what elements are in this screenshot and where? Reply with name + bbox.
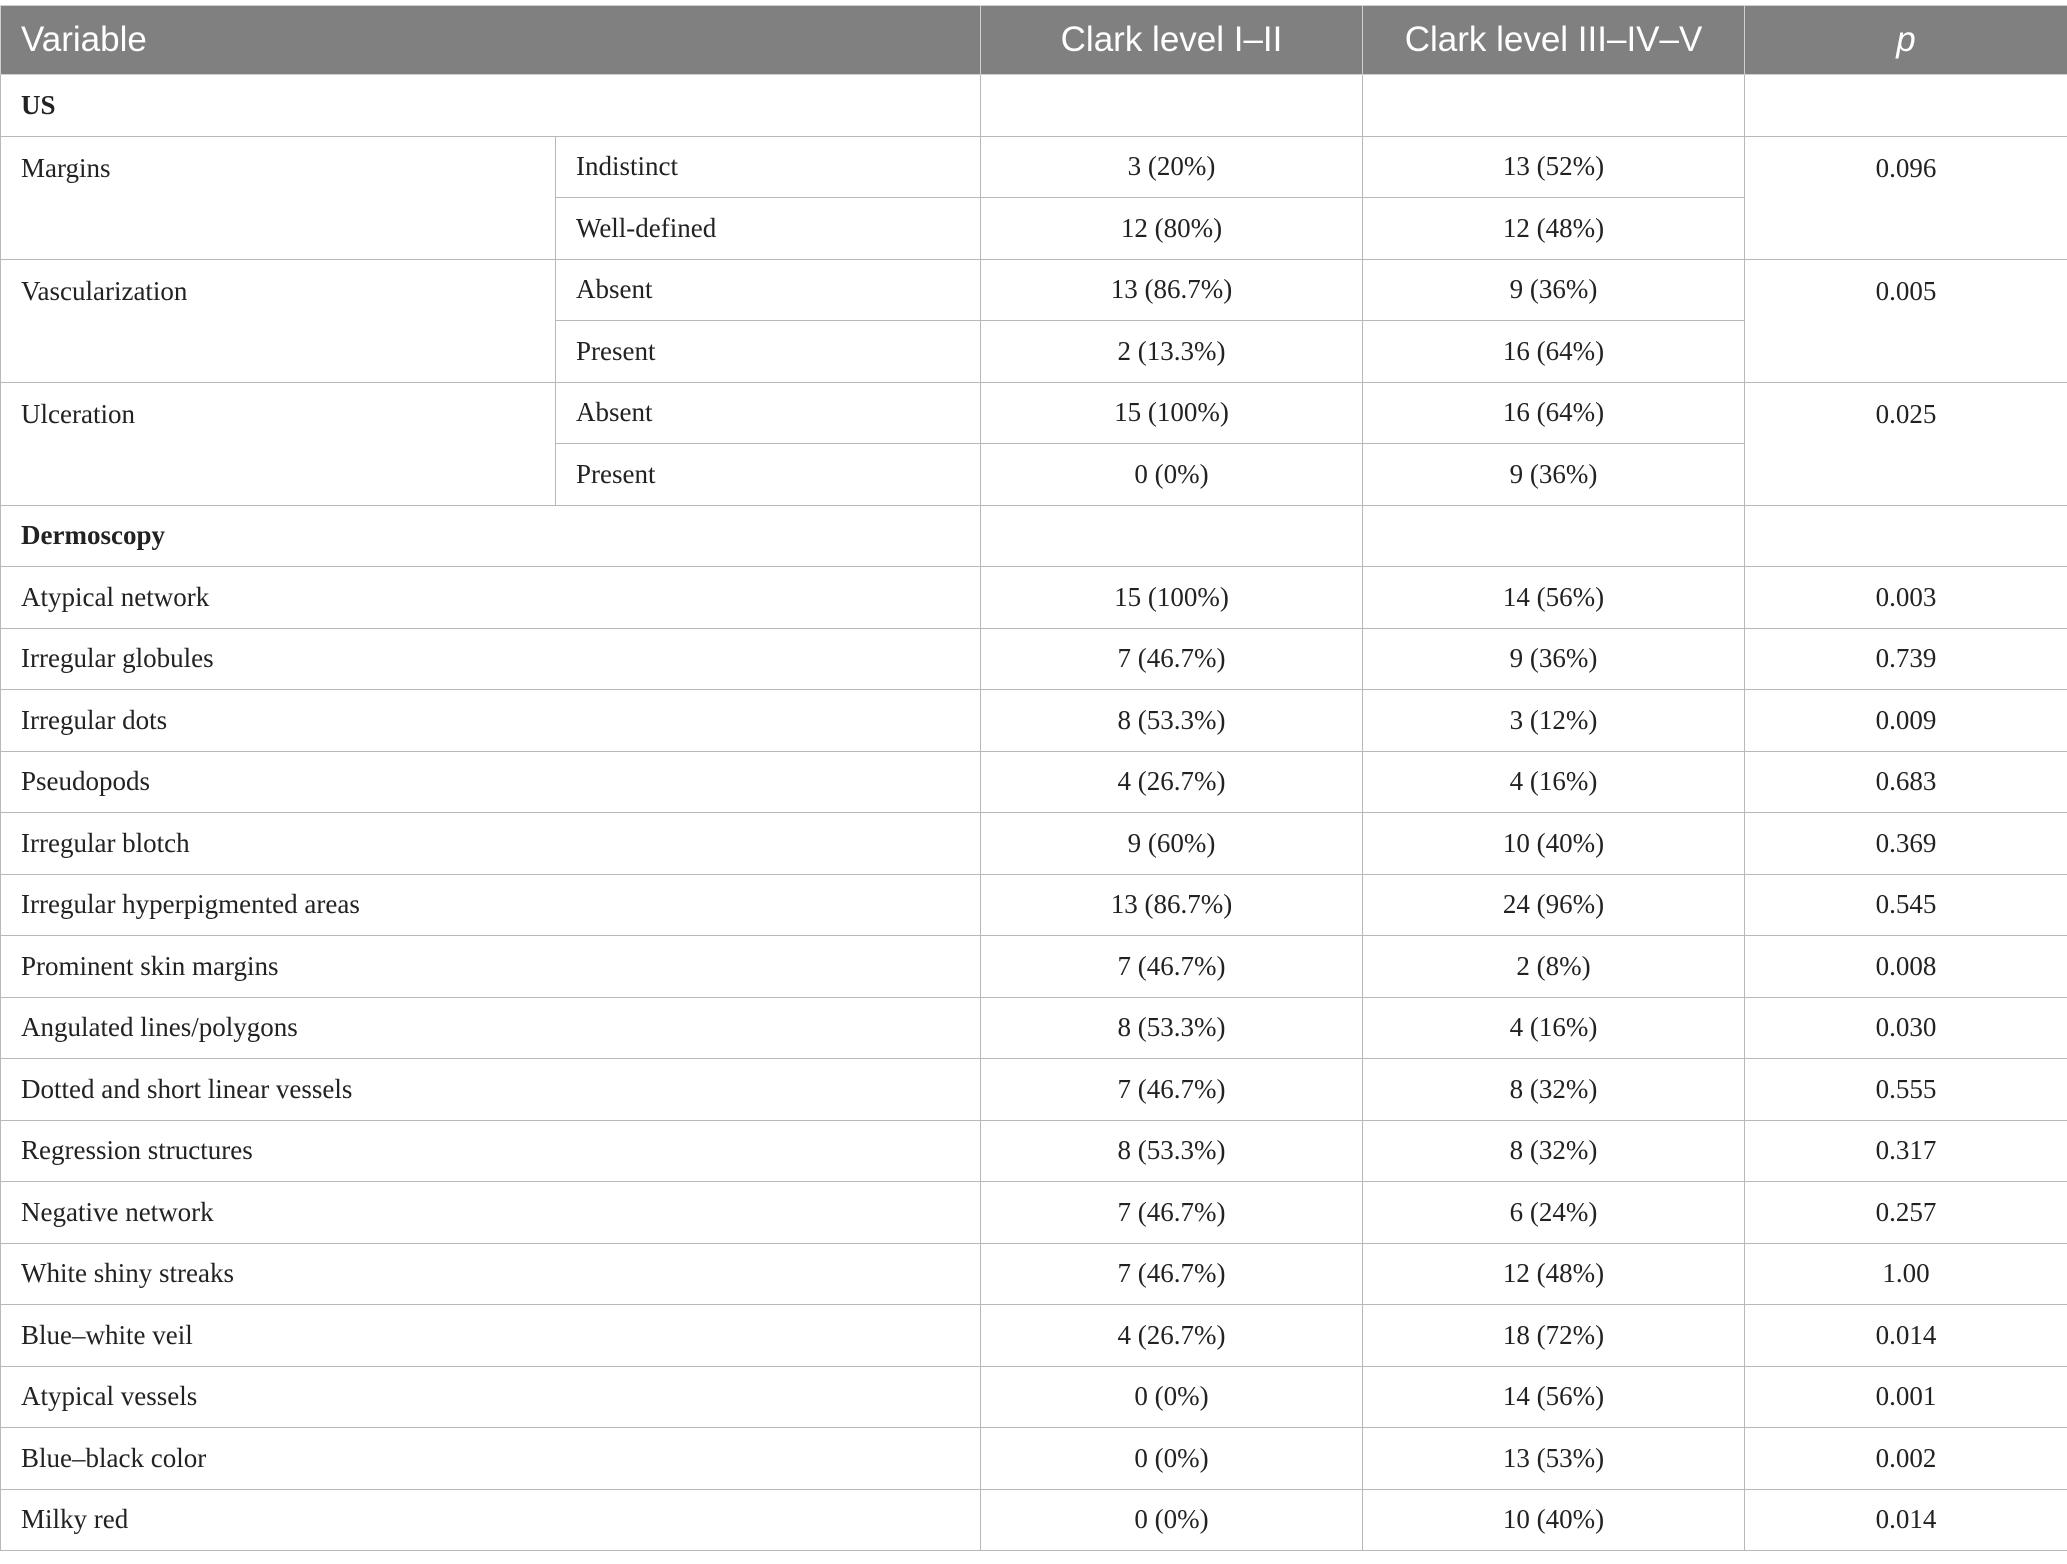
clark-i-ii-cell: 4 (26.7%): [981, 751, 1363, 813]
clark-iii-v-cell: 16 (64%): [1363, 321, 1745, 383]
clark-i-ii-cell: 8 (53.3%): [981, 997, 1363, 1059]
table-row: [1, 751, 2067, 813]
p-value-cell: 0.555: [1745, 1059, 2067, 1121]
clark-iii-v-cell: 14 (56%): [1363, 1366, 1745, 1428]
clark-i-ii-cell: 7 (46.7%): [981, 1059, 1363, 1121]
table-row: [1, 997, 2067, 1059]
table-row: [1, 936, 2067, 998]
p-value-cell: 0.002: [1745, 1428, 2067, 1490]
section-row-dermoscopy: [1, 505, 2067, 567]
clark-i-ii-cell: 2 (13.3%): [981, 321, 1363, 383]
clark-iii-v-cell: 16 (64%): [1363, 382, 1745, 444]
empty-cell: [1745, 75, 2067, 137]
p-value-cell: 0.009: [1745, 690, 2067, 752]
p-value-cell: 1.00: [1745, 1243, 2067, 1305]
table-row: [1, 690, 2067, 752]
clark-iii-v-cell: 12 (48%): [1363, 198, 1745, 260]
p-value-cell: 0.545: [1745, 874, 2067, 936]
clark-iii-v-cell: 10 (40%): [1363, 813, 1745, 875]
variable-cell: White shiny streaks: [1, 1243, 981, 1305]
table-row: [1, 1366, 2067, 1428]
subcategory-cell: Well-defined: [556, 198, 981, 260]
section-row-us: [1, 75, 2067, 137]
p-value-cell: 0.003: [1745, 567, 2067, 629]
clark-i-ii-cell: 15 (100%): [981, 382, 1363, 444]
table-row: [1, 1059, 2067, 1121]
clark-iii-v-cell: 18 (72%): [1363, 1305, 1745, 1367]
table-row: [1, 874, 2067, 936]
p-value-cell: 0.257: [1745, 1182, 2067, 1244]
p-value-cell: 0.025: [1745, 382, 2067, 505]
section-label-dermoscopy: Dermoscopy: [1, 505, 981, 567]
subcategory-cell: Indistinct: [556, 136, 981, 198]
p-value-cell: 0.005: [1745, 259, 2067, 382]
clark-iii-v-cell: 24 (96%): [1363, 874, 1745, 936]
clark-i-ii-cell: 12 (80%): [981, 198, 1363, 260]
clark-i-ii-cell: 0 (0%): [981, 1366, 1363, 1428]
variable-cell: Milky red: [1, 1489, 981, 1551]
table-row: [1, 382, 2067, 444]
variable-cell: Vascularization: [1, 259, 556, 382]
empty-cell: [1363, 505, 1745, 567]
clark-iii-v-cell: 8 (32%): [1363, 1120, 1745, 1182]
p-value-cell: 0.014: [1745, 1489, 2067, 1551]
variable-cell: Dotted and short linear vessels: [1, 1059, 981, 1121]
clark-i-ii-cell: 0 (0%): [981, 1428, 1363, 1490]
clark-iii-v-cell: 6 (24%): [1363, 1182, 1745, 1244]
variable-cell: Blue–white veil: [1, 1305, 981, 1367]
subcategory-cell: Present: [556, 444, 981, 506]
header-clark-i-ii: Clark level I–II: [981, 6, 1363, 75]
clark-iii-v-cell: 2 (8%): [1363, 936, 1745, 998]
clark-i-ii-cell: 7 (46.7%): [981, 1243, 1363, 1305]
table-row: [1, 136, 2067, 198]
variable-cell: Margins: [1, 136, 556, 259]
clark-i-ii-cell: 13 (86.7%): [981, 259, 1363, 321]
variable-cell: Ulceration: [1, 382, 556, 505]
clark-i-ii-cell: 0 (0%): [981, 1489, 1363, 1551]
clark-i-ii-cell: 13 (86.7%): [981, 874, 1363, 936]
table-row: [1, 1120, 2067, 1182]
p-value-cell: 0.008: [1745, 936, 2067, 998]
table-row: [1, 1243, 2067, 1305]
clark-i-ii-cell: 8 (53.3%): [981, 690, 1363, 752]
clark-i-ii-cell: 8 (53.3%): [981, 1120, 1363, 1182]
p-value-cell: 0.683: [1745, 751, 2067, 813]
p-value-cell: 0.001: [1745, 1366, 2067, 1428]
empty-cell: [1745, 505, 2067, 567]
table-row: [1, 813, 2067, 875]
p-value-cell: 0.014: [1745, 1305, 2067, 1367]
clark-i-ii-cell: 3 (20%): [981, 136, 1363, 198]
empty-cell: [1363, 75, 1745, 137]
variable-cell: Blue–black color: [1, 1428, 981, 1490]
table-body: [1, 75, 2067, 1551]
p-value-cell: 0.096: [1745, 136, 2067, 259]
empty-cell: [981, 505, 1363, 567]
clark-i-ii-cell: 7 (46.7%): [981, 1182, 1363, 1244]
variable-cell: Negative network: [1, 1182, 981, 1244]
header-variable: Variable: [1, 6, 981, 75]
subcategory-cell: Present: [556, 321, 981, 383]
variable-cell: Pseudopods: [1, 751, 981, 813]
variable-cell: Atypical vessels: [1, 1366, 981, 1428]
results-table: [0, 5, 2067, 1551]
clark-iii-v-cell: 9 (36%): [1363, 259, 1745, 321]
clark-i-ii-cell: 7 (46.7%): [981, 628, 1363, 690]
clark-iii-v-cell: 9 (36%): [1363, 628, 1745, 690]
p-value-cell: 0.030: [1745, 997, 2067, 1059]
header-p-value: p: [1745, 6, 2067, 75]
table-row: [1, 1182, 2067, 1244]
subcategory-cell: Absent: [556, 382, 981, 444]
section-label-us: US: [1, 75, 981, 137]
table-row: [1, 259, 2067, 321]
variable-cell: Atypical network: [1, 567, 981, 629]
clark-iii-v-cell: 9 (36%): [1363, 444, 1745, 506]
table-row: [1, 1305, 2067, 1367]
table-row: [1, 1489, 2067, 1551]
clark-iii-v-cell: 14 (56%): [1363, 567, 1745, 629]
variable-cell: Regression structures: [1, 1120, 981, 1182]
variable-cell: Irregular blotch: [1, 813, 981, 875]
table-row: [1, 1428, 2067, 1490]
clark-i-ii-cell: 4 (26.7%): [981, 1305, 1363, 1367]
clark-iii-v-cell: 4 (16%): [1363, 997, 1745, 1059]
table-row: [1, 628, 2067, 690]
p-value-cell: 0.739: [1745, 628, 2067, 690]
variable-cell: Irregular dots: [1, 690, 981, 752]
variable-cell: Irregular hyperpigmented areas: [1, 874, 981, 936]
variable-cell: Irregular globules: [1, 628, 981, 690]
clark-i-ii-cell: 9 (60%): [981, 813, 1363, 875]
clark-i-ii-cell: 0 (0%): [981, 444, 1363, 506]
clark-iii-v-cell: 13 (52%): [1363, 136, 1745, 198]
variable-cell: Angulated lines/polygons: [1, 997, 981, 1059]
clark-iii-v-cell: 13 (53%): [1363, 1428, 1745, 1490]
p-value-cell: 0.369: [1745, 813, 2067, 875]
clark-i-ii-cell: 7 (46.7%): [981, 936, 1363, 998]
clark-iii-v-cell: 3 (12%): [1363, 690, 1745, 752]
empty-cell: [981, 75, 1363, 137]
variable-cell: Prominent skin margins: [1, 936, 981, 998]
clark-iii-v-cell: 12 (48%): [1363, 1243, 1745, 1305]
header-row: [1, 6, 2067, 75]
clark-iii-v-cell: 4 (16%): [1363, 751, 1745, 813]
clark-iii-v-cell: 8 (32%): [1363, 1059, 1745, 1121]
clark-iii-v-cell: 10 (40%): [1363, 1489, 1745, 1551]
subcategory-cell: Absent: [556, 259, 981, 321]
clark-i-ii-cell: 15 (100%): [981, 567, 1363, 629]
header-clark-iii-v: Clark level III–IV–V: [1363, 6, 1745, 75]
table-row: [1, 567, 2067, 629]
p-value-cell: 0.317: [1745, 1120, 2067, 1182]
